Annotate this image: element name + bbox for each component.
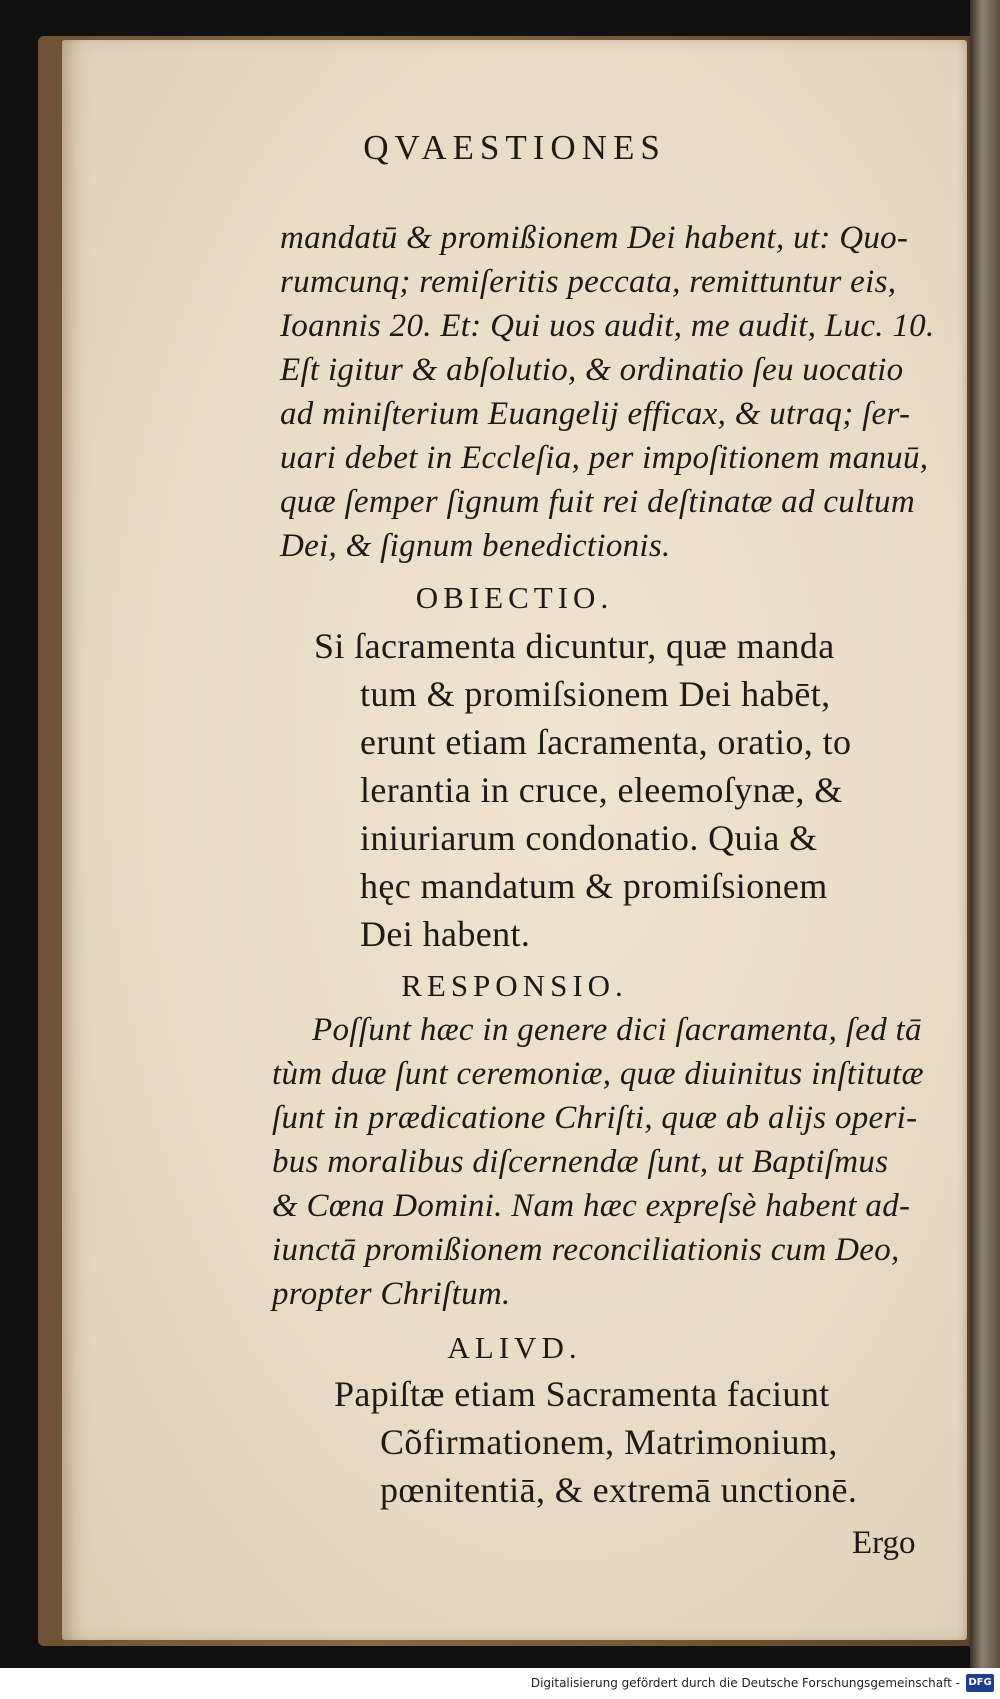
funding-notice: Digitalisierung gefördert durch die Deutsche Forschungsgemeinschaft - xyxy=(530,1676,960,1690)
text-line: mandatū & promißionem Dei habent, ut: Quo- xyxy=(280,220,909,256)
book-page xyxy=(62,40,967,1640)
objection-line: Si ſacramenta dicuntur, quæ manda xyxy=(314,626,835,666)
catchword: Ergo xyxy=(852,1525,916,1561)
objection-line: hęc mandatum & promiſsionem xyxy=(360,866,828,906)
response-line: propter Chriſtum. xyxy=(272,1276,511,1312)
objection-line: Dei habent. xyxy=(360,914,531,954)
text-line: Ioannis 20. Et: Qui uos audit, me audit, Luc. 10. xyxy=(280,308,935,344)
response-line: & Cœna Domini. Nam hæc expreſsè habent ad- xyxy=(272,1188,911,1224)
objection-line: erunt etiam ſacramenta, oratio, to xyxy=(360,722,852,762)
text-line: Eſt igitur & abſolutio, & ordinatio ſeu uocatio xyxy=(280,352,904,388)
digitization-footer xyxy=(0,1668,1000,1699)
heading-aliud: ALIVD. xyxy=(447,1330,582,1365)
running-header: QVAESTIONES xyxy=(363,128,666,167)
objection-line: tum & promiſsionem Dei habēt, xyxy=(360,674,831,714)
response-line: bus moralibus diſcernendæ ſunt, ut Baptiſmus xyxy=(272,1144,889,1180)
response-line: Poſſunt hæc in genere dici ſacramenta, ſed tā xyxy=(312,1012,922,1048)
heading-objectio: OBIECTIO. xyxy=(415,580,614,615)
objection-line: iniuriarum condonatio. Quia & xyxy=(360,818,818,858)
text-line: Dei, & ſignum benedictionis. xyxy=(280,528,671,564)
heading-responsio: RESPONSIO. xyxy=(401,968,628,1003)
response-line: iunctā promißionem reconciliationis cum Deo, xyxy=(272,1232,900,1268)
aliud-line: Cõfirmationem, Matrimonium, xyxy=(380,1422,838,1462)
objection-line: lerantia in cruce, eleemoſynæ, & xyxy=(360,770,843,810)
response-line: ſunt in prædicatione Chriſti, quæ ab alijs operi- xyxy=(272,1100,918,1136)
aliud-line: pœnitentiā, & extremā unctionē. xyxy=(380,1470,858,1510)
page-text xyxy=(62,40,967,1640)
dfg-logo-icon: DFG xyxy=(966,1674,994,1692)
text-line: quæ ſemper ſignum fuit rei deſtinatæ ad cultum xyxy=(280,484,915,520)
binding-edge xyxy=(970,0,1000,1668)
text-line: ad miniſterium Euangelij efficax, & utraq; ſer- xyxy=(280,396,911,432)
response-line: tùm duæ ſunt ceremoniæ, quæ diuinitus inſtitutæ xyxy=(272,1056,924,1092)
aliud-line: Papiſtæ etiam Sacramenta faciunt xyxy=(334,1374,830,1414)
text-line: rumcunq; remiſeritis peccata, remittuntur eis, xyxy=(280,264,897,300)
text-line: uari debet in Eccleſia, per impoſitionem manuū, xyxy=(280,440,929,476)
